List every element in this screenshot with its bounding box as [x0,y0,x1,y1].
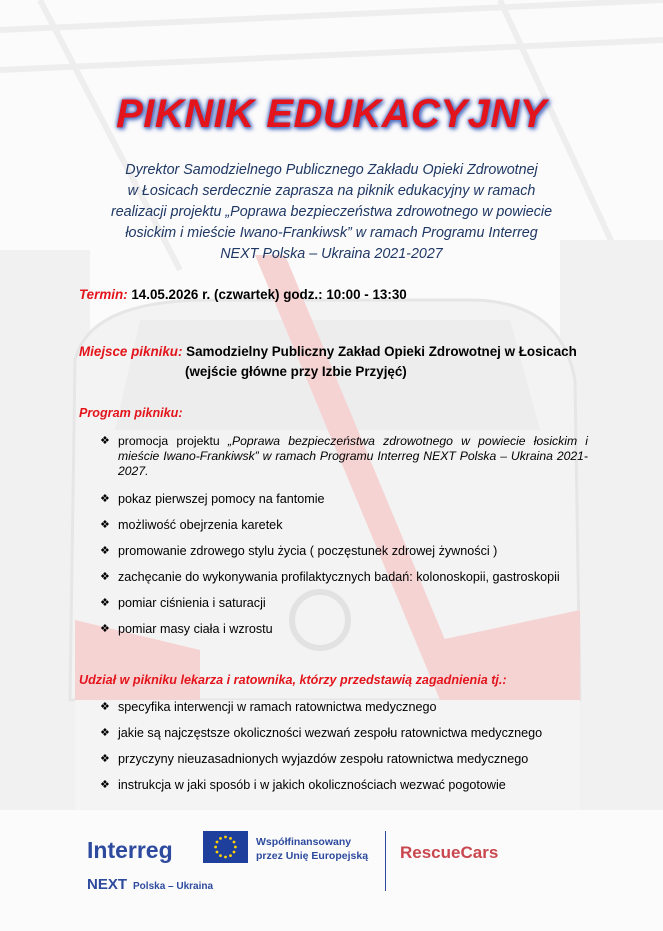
list-item-text: jakie są najczęstsze okoliczności wezwań zespołu ratownictwa medycznego [118,726,543,740]
place-label: Miejsce pikniku: [79,344,183,359]
date-value: 14.05.2026 r. (czwartek) godz.: 10:00 - 13:30 [127,287,407,302]
diamond-bullet-icon: ❖ [100,435,110,447]
eu-cofinancing-label [256,835,368,863]
diamond-bullet-icon: ❖ [100,545,110,557]
intro-line: w Łosicach serdecznie zaprasza na piknik edukacyjny w ramach [127,183,536,199]
next-logo-text: NEXT [87,876,128,893]
next-logo-subtitle: Polska – Ukraina [133,881,214,892]
next-programme-logo [87,876,213,893]
diamond-bullet-icon: ❖ [100,571,110,583]
page-title: PIKNIK EDUKACYJNY [116,92,547,136]
list-item-text: pokaz pierwszej pomocy na fantomie [118,492,325,506]
diamond-bullet-icon: ❖ [100,519,110,531]
eu-flag-icon [203,831,248,863]
list-item-text: pomiar masy ciała i wzrostu [118,622,273,636]
place-value-detail: (wejście główne przy Izbie Przyjęć) [185,364,407,379]
event-date [79,287,407,302]
date-label: Termin: [79,287,128,302]
project-name: „Poprawa bezpieczeństwa zdrowotnego w powiecie łosickim i mieście Iwano-Frankiwsk” w ramach Programu Interreg NEXT Polska – Ukraina 2021-2027. [118,434,589,478]
program-heading: Program pikniku: [79,406,183,420]
diamond-bullet-icon: ❖ [100,727,110,739]
diamond-bullet-icon: ❖ [100,779,110,791]
invitation-text [70,160,593,265]
list-item-text: zachęcanie do wykonywania profilaktycznych badań: kolonoskopii, gastroskopii [118,570,560,584]
diamond-bullet-icon: ❖ [100,597,110,609]
diamond-bullet-icon: ❖ [100,701,110,713]
list-item-text: specyfika interwencji w ramach ratownictwa medycznego [118,700,437,714]
list-item-text: promowanie zdrowego stylu życia ( poczęstunek zdrowej żywności ) [118,544,498,558]
diamond-bullet-icon: ❖ [100,623,110,635]
participation-heading: Udział w pikniku lekarza i ratownika, którzy przedstawią zagadnienia tj.: [79,673,507,687]
diamond-bullet-icon: ❖ [100,493,110,505]
interreg-logo: Interreg [87,837,173,863]
rescuecars-logo: RescueCars [400,843,499,862]
cofinancing-line: Współfinansowany [256,836,352,848]
project-prefix: promocja projektu [118,434,228,448]
list-item-text: pomiar ciśnienia i saturacji [118,596,266,610]
list-item-text: przyczyny nieuzasadnionych wyjazdów zespołu ratownictwa medycznego [118,752,529,766]
diamond-bullet-icon: ❖ [100,753,110,765]
intro-line: realizacji projektu „Poprawa bezpieczeństwa zdrowotnego w powiecie [110,204,553,220]
intro-line: łosickim i mieście Iwano-Frankiwsk” w ramach Programu Interreg [125,225,538,241]
project-promotion-text [118,434,588,479]
cofinancing-line: przez Unię Europejską [256,850,369,862]
place-value: Samodzielny Publiczny Zakład Opieki Zdrowotnej w Łosicach [182,344,577,359]
event-place [79,344,577,359]
intro-line: Dyrektor Samodzielnego Publicznego Zakładu Opieki Zdrowotnej [125,162,538,178]
intro-line: NEXT Polska – Ukraina 2021-2027 [220,246,443,262]
list-item-text: możliwość obejrzenia karetek [118,518,283,532]
footer-divider [385,831,386,891]
list-item-text: instrukcja w jaki sposób i w jakich okolicznościach wezwać pogotowie [118,778,506,792]
